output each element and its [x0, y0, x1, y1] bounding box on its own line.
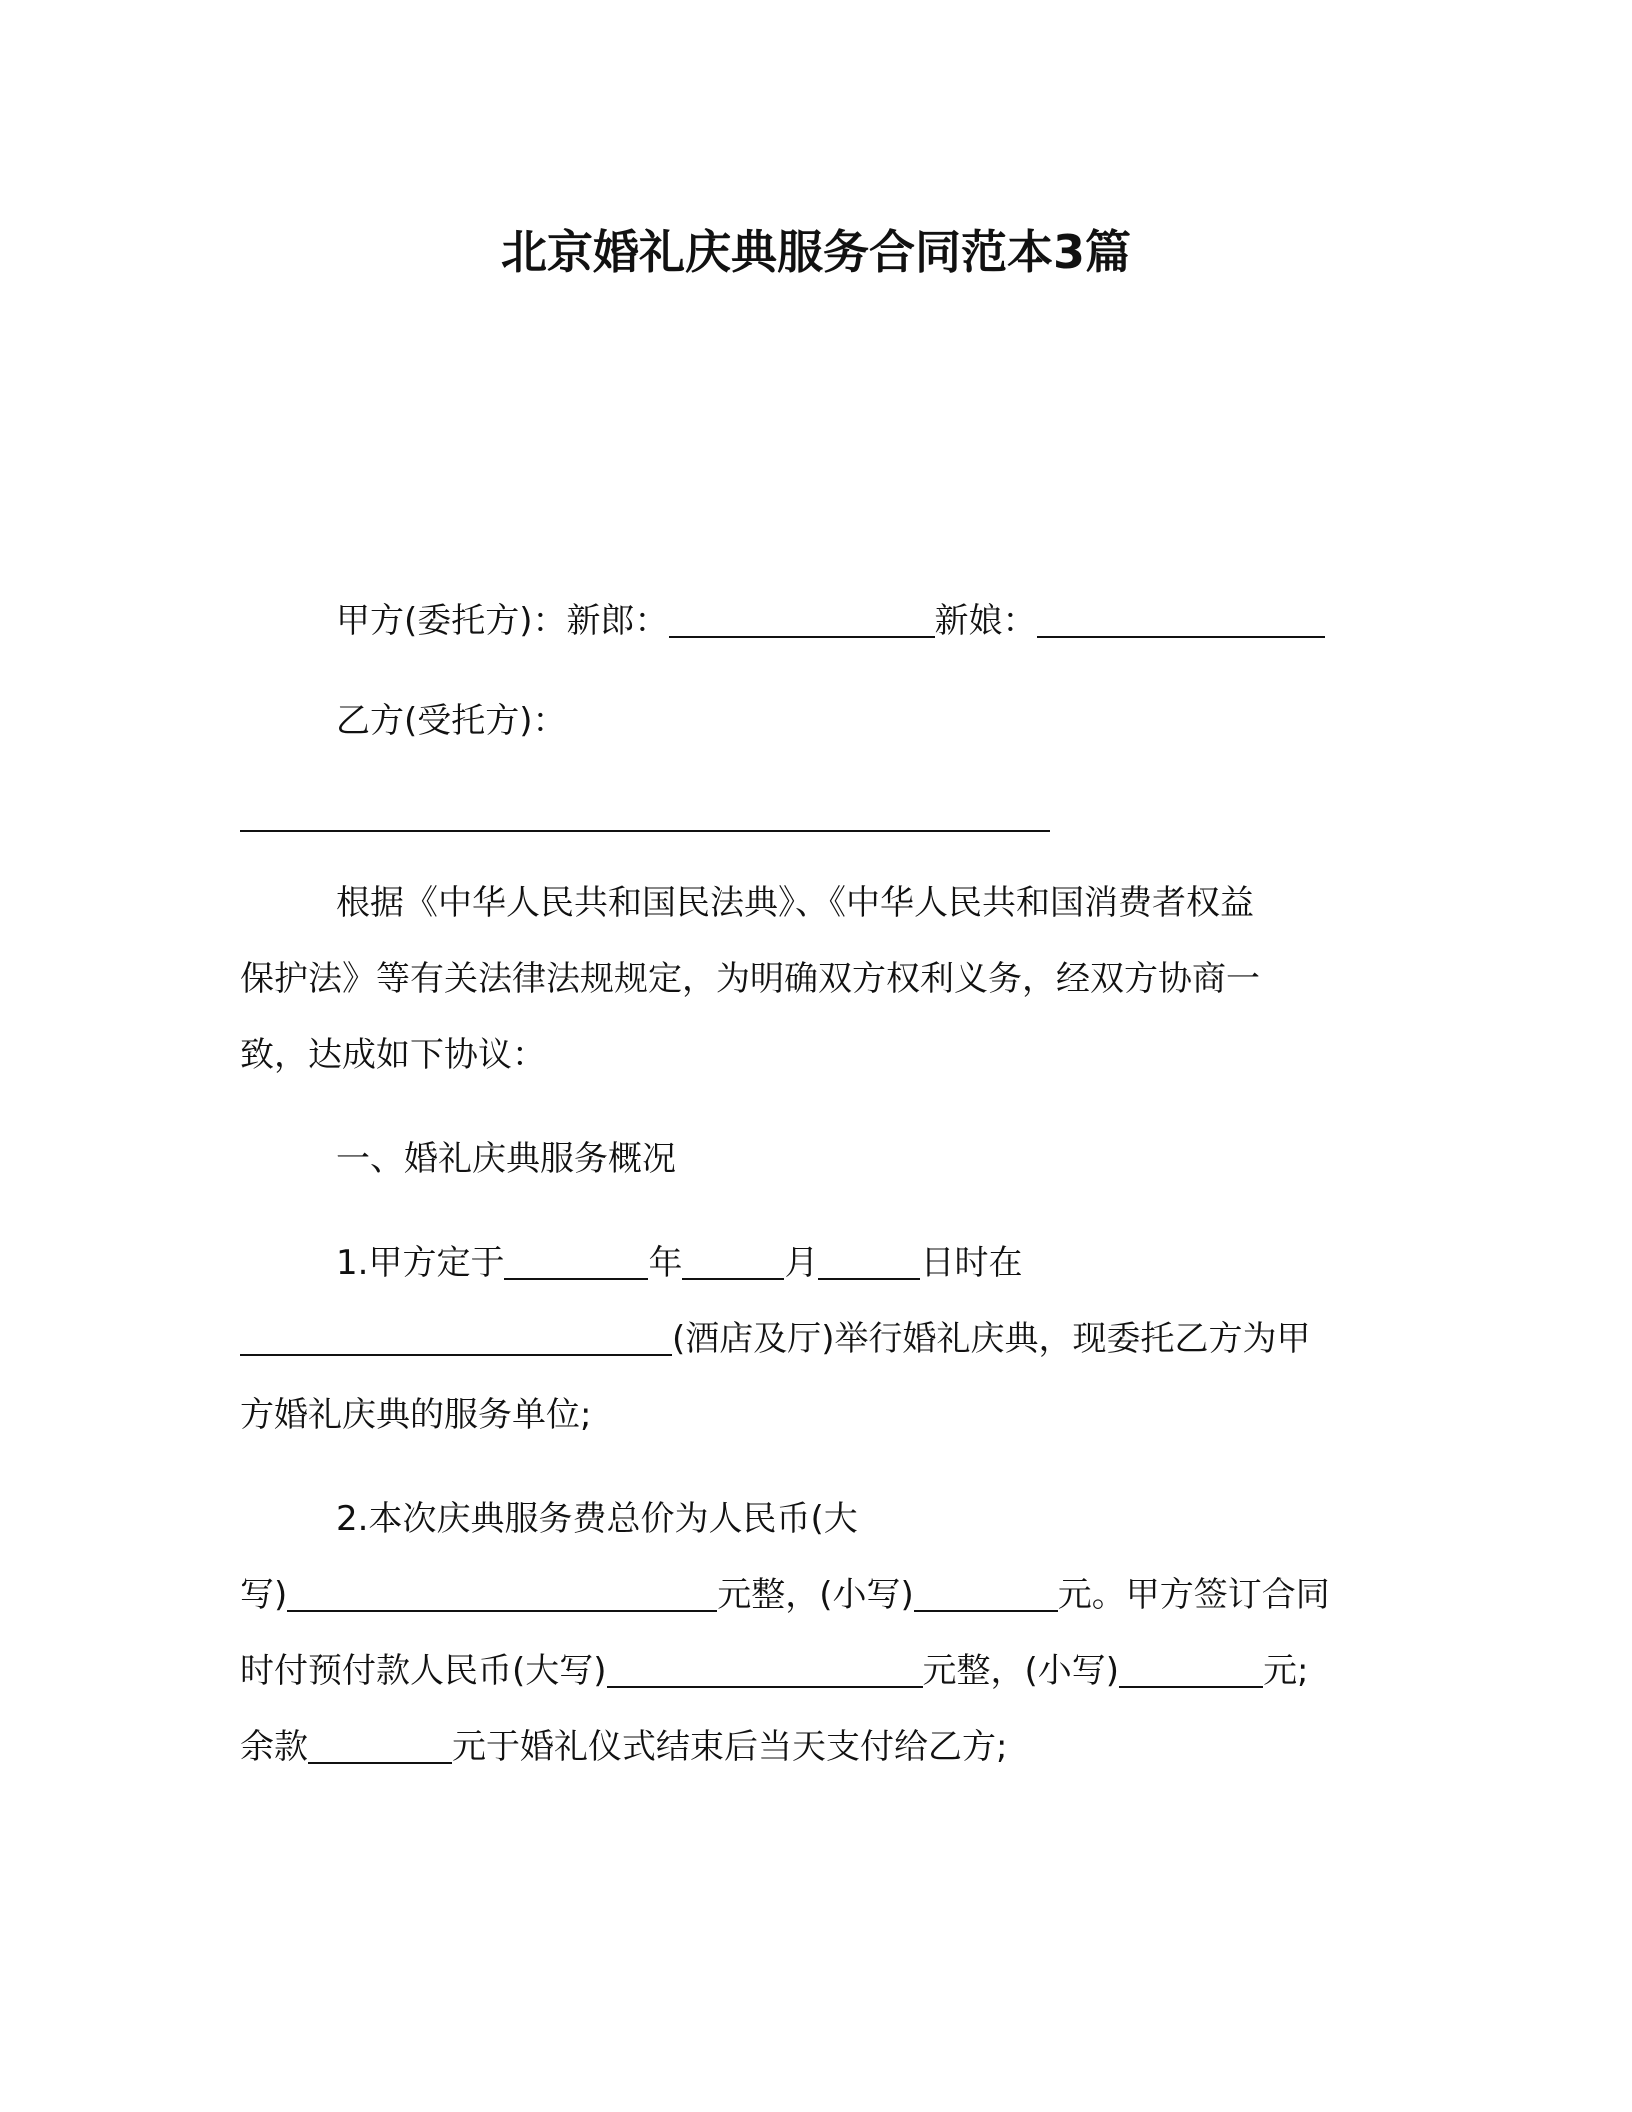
- clause-2-line-2-a: 写): [240, 1575, 288, 1615]
- groom-blank: [669, 602, 935, 638]
- clause-2-line-3-a: 时付预付款人民币(大写): [240, 1651, 607, 1691]
- clause-2-line-3-c: 元;: [1263, 1651, 1309, 1691]
- page-title: 北京婚礼庆典服务合同范本3篇: [500, 225, 1131, 279]
- deposit-lower-blank: [1119, 1652, 1263, 1688]
- party-b-blank: [240, 796, 1050, 832]
- bride-blank: [1037, 602, 1325, 638]
- clause-1-line-1: [336, 1238, 1486, 1288]
- venue-text: (酒店及厅)举行婚礼庆典，现委托乙方为甲: [672, 1319, 1311, 1359]
- year-label: 年: [648, 1243, 683, 1283]
- preamble-line-2: 保护法》等有关法律法规规定，为明确双方权利义务，经双方协商一: [240, 959, 1260, 999]
- month-label: 月: [784, 1243, 819, 1283]
- clause-2-line-2-c: 元。甲方签订合同: [1057, 1575, 1330, 1615]
- total-upper-blank: [287, 1576, 717, 1612]
- preamble-line-1: 根据《中华人民共和国民法典》、《中华人民共和国消费者权益: [336, 883, 1254, 923]
- venue-blank: [240, 1320, 672, 1356]
- month-blank: [682, 1244, 784, 1280]
- year-blank: [504, 1244, 648, 1280]
- party-a-label: 甲方(委托方)：新郎：: [336, 601, 669, 641]
- party-a-line: [336, 596, 1486, 646]
- total-lower-blank: [914, 1576, 1058, 1612]
- clause-2-line-4-a: 余款: [240, 1727, 308, 1767]
- clause-1-line-2: [240, 1314, 1390, 1364]
- section-heading: 一、婚礼庆典服务概况: [336, 1139, 676, 1179]
- clause-2-line-1: 2.本次庆典服务费总价为人民币(大: [336, 1499, 858, 1539]
- day-time-label: 日时在: [920, 1243, 1023, 1283]
- clause-2-line-3: [240, 1646, 1390, 1696]
- deposit-upper-blank: [607, 1652, 923, 1688]
- clause-1-line-3: 方婚礼庆典的服务单位;: [240, 1395, 592, 1435]
- bride-label: 新娘：: [934, 601, 1037, 641]
- party-b-line: [336, 696, 1486, 746]
- clause-2-line-2-b: 元整，(小写): [717, 1575, 914, 1615]
- day-blank: [818, 1244, 920, 1280]
- clause-2-line-4-b: 元于婚礼仪式结束后当天支付给乙方;: [452, 1727, 1008, 1767]
- clause-2-line-2: [240, 1570, 1390, 1620]
- party-b-label: 乙方(受托方)：: [336, 701, 567, 741]
- clause-2-line-3-b: 元整，(小写): [922, 1651, 1120, 1691]
- balance-blank: [308, 1728, 452, 1764]
- clause-1-prefix: 1.甲方定于: [336, 1243, 505, 1283]
- preamble-line-3: 致，达成如下协议：: [240, 1035, 546, 1075]
- clause-2-line-4: [240, 1722, 1390, 1772]
- party-b-blank-line: [240, 790, 1390, 840]
